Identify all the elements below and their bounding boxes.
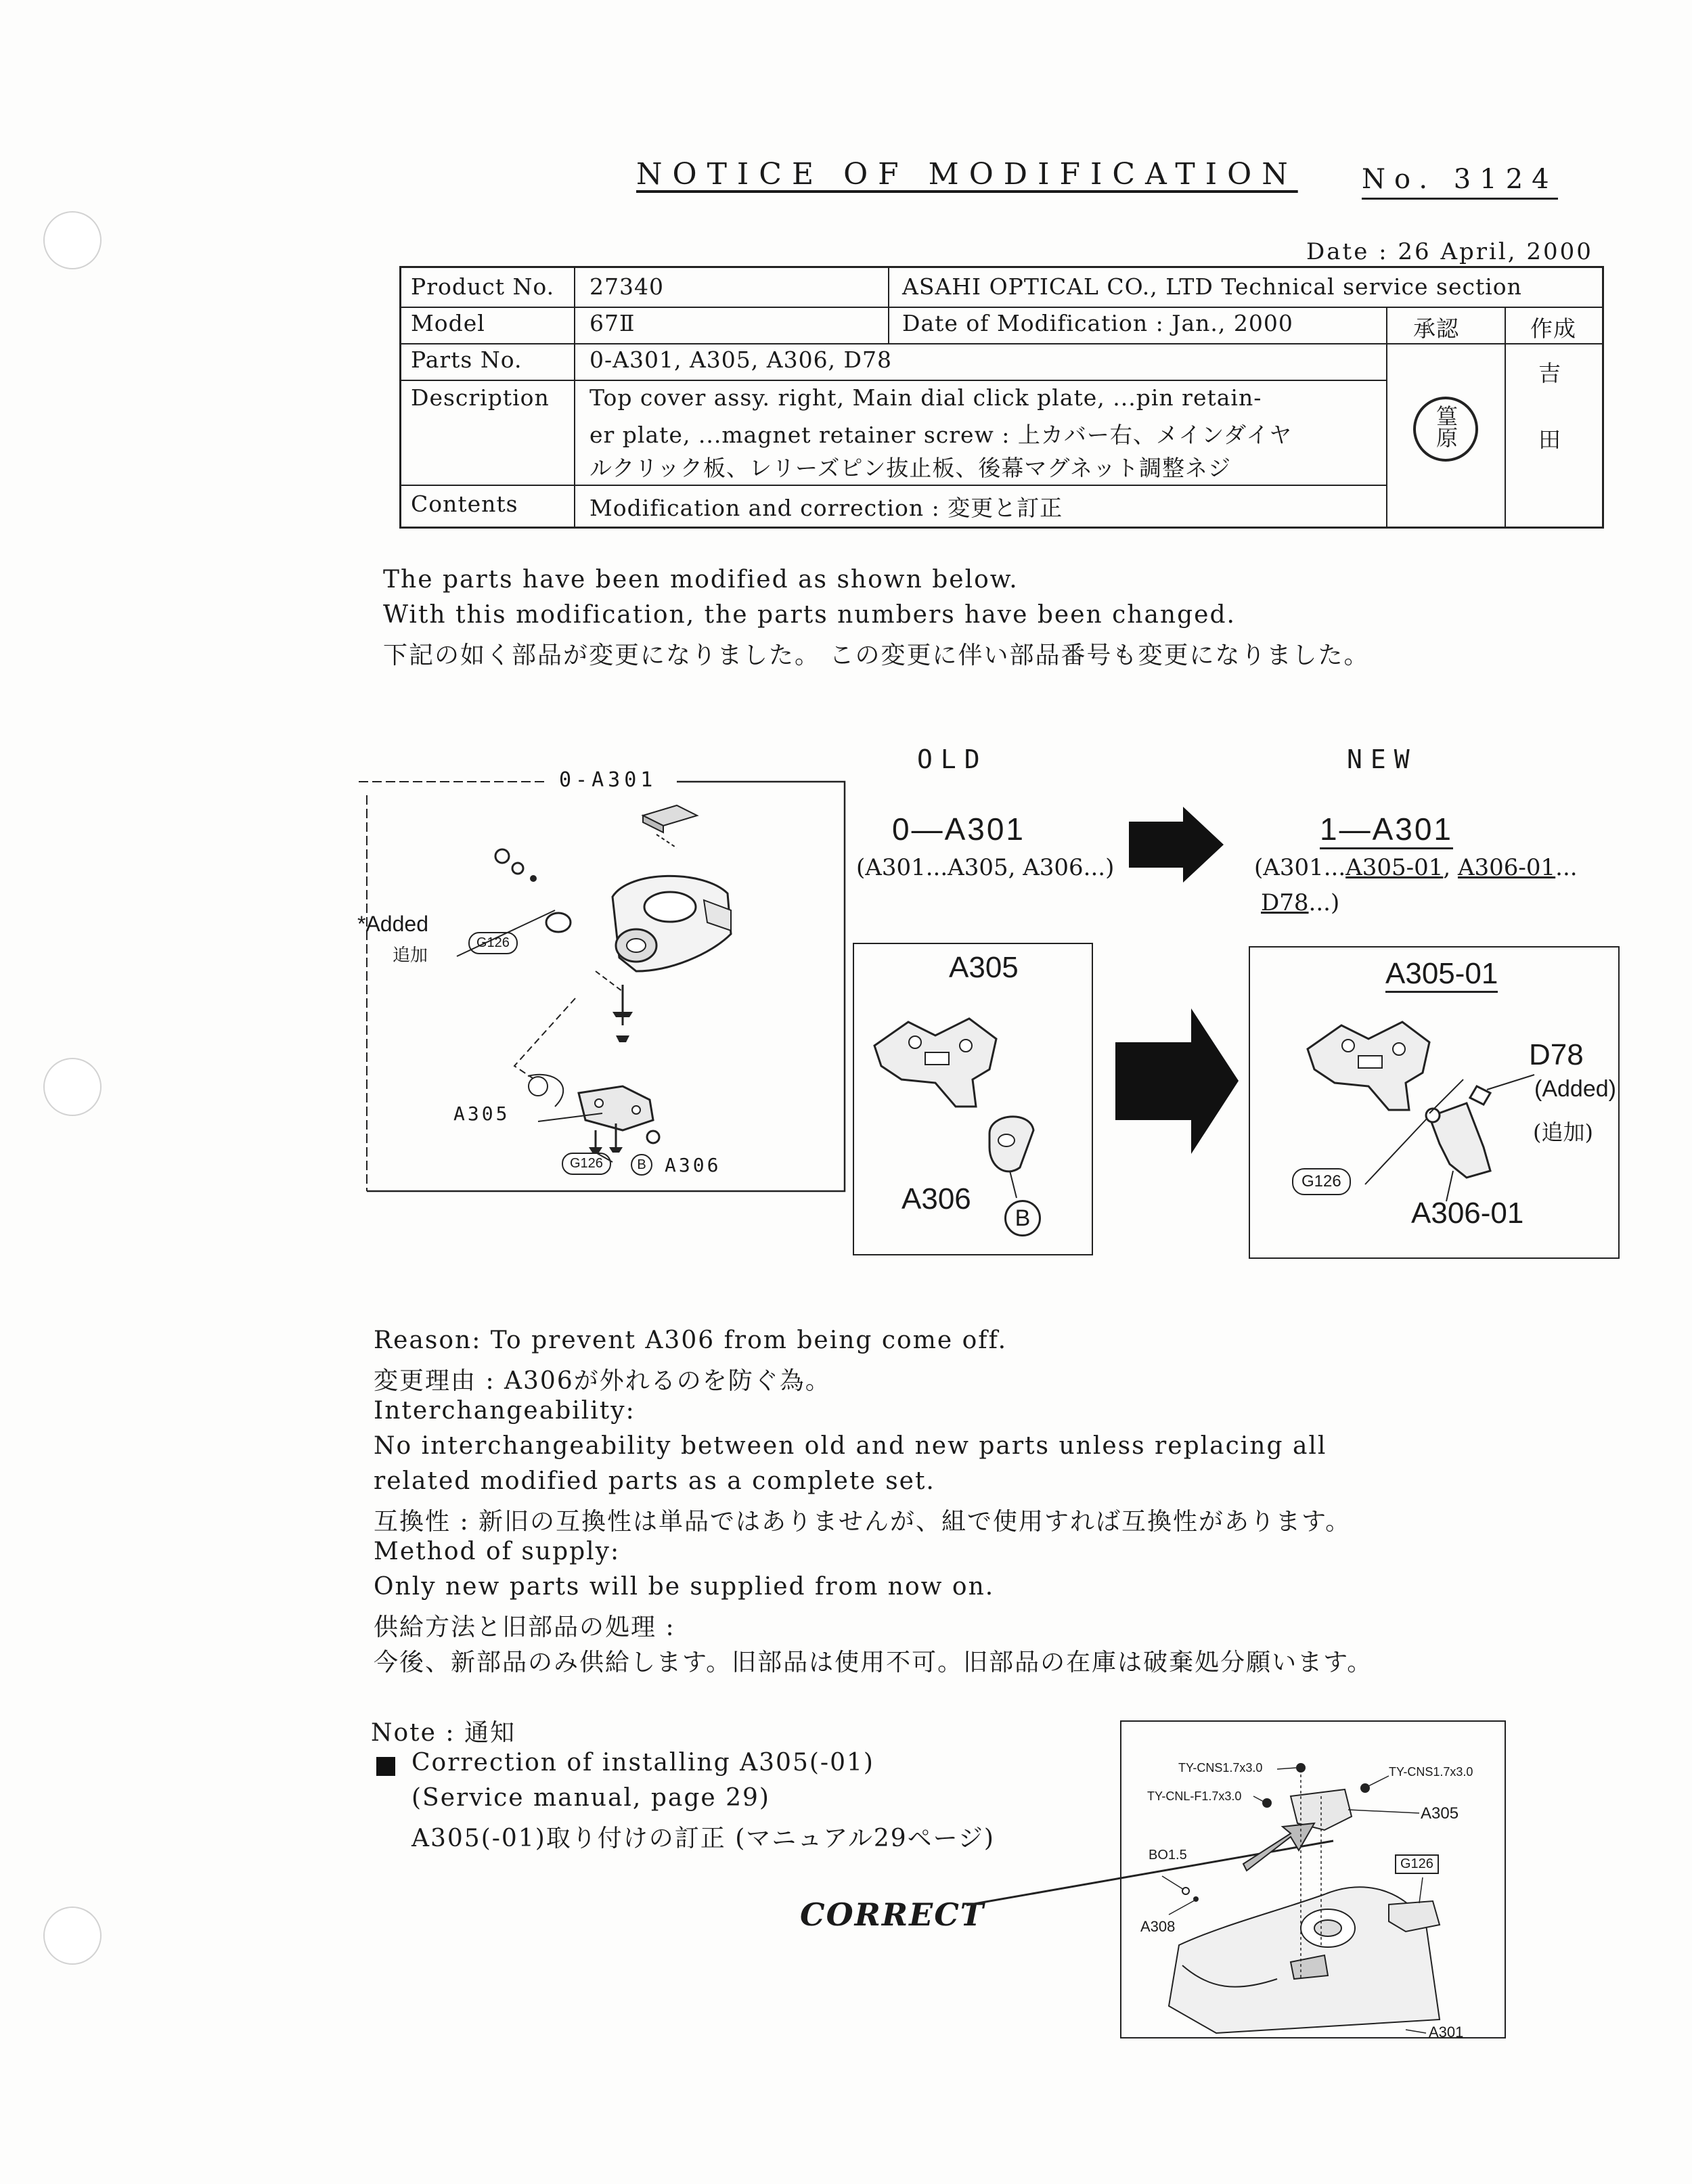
inset-a305-label: A305 (1421, 1804, 1459, 1823)
contents-label: Contents (411, 491, 518, 517)
product-no-label: Product No. (411, 273, 555, 300)
assembly-diagram (352, 768, 853, 1198)
approval-header: 承認 (1413, 315, 1459, 342)
interchange-line: No interchangeability between old and new parts unless replacing all (374, 1432, 1327, 1460)
new-part-box (1249, 946, 1620, 1259)
note-item: Correction of installing A305(-01) (411, 1749, 874, 1777)
interchange-heading: Interchangeability: (374, 1397, 636, 1425)
notice-title: NOTICE OF MODIFICATION (636, 157, 1298, 192)
new-a305-label: A305-01 (1385, 957, 1498, 993)
intro-line: With this modification, the parts numbers have been changed. (383, 601, 1236, 629)
model-value: 67Ⅱ (589, 310, 636, 336)
new-added-label: (Added) (1534, 1076, 1616, 1102)
b-marker: B (631, 1154, 652, 1176)
old-a306-label: A306 (901, 1182, 971, 1216)
supply-line: 今後、新部品のみ供給します。旧部品は使用不可。旧部品の在庫は破棄処分願います。 (374, 1649, 1373, 1676)
description-line: Top cover assy. right, Main dial click plate, ...pin retain- (589, 384, 1262, 411)
supply-heading: Method of supply: (374, 1538, 621, 1565)
service-manual-inset (1120, 1720, 1506, 2041)
inset-screw-label: TY-CNS1.7x3.0 (1178, 1761, 1263, 1775)
inset-bo-label: BO1.5 (1149, 1848, 1187, 1863)
creation-header: 作成 (1530, 315, 1576, 342)
interchange-line: related modified parts as a complete set. (374, 1467, 935, 1495)
old-part-sub: (A301...A305, A306...) (856, 854, 1115, 881)
parts-label: Parts No. (411, 347, 522, 373)
modification-date: Date of Modification : Jan., 2000 (902, 310, 1293, 336)
added-jp-label: 追加 (393, 945, 428, 965)
old-part-drawing (854, 944, 1094, 1257)
note-item-sub: (Service manual, page 29) (411, 1784, 770, 1812)
new-part-number: 1—A301 (1320, 811, 1453, 849)
arrow-right-icon (1129, 807, 1224, 883)
inset-g126-badge: G126 (1395, 1854, 1439, 1874)
binder-hole (43, 1907, 102, 1965)
new-g126-badge: G126 (1292, 1168, 1351, 1195)
new-part-sub-cont: D78...) (1261, 889, 1340, 916)
binder-hole (43, 1058, 102, 1116)
notice-date: Date : 26 April, 2000 (1306, 238, 1593, 265)
approval-stamp: 篁原 (1413, 397, 1478, 462)
description-line: er plate, ...magnet retainer screw : 上カバー右、メインダイヤ (589, 422, 1293, 448)
binder-hole (43, 211, 102, 269)
old-part-box (853, 943, 1093, 1255)
inset-screw-label: TY-CNL-F1.7x3.0 (1147, 1789, 1242, 1803)
company-name: ASAHI OPTICAL CO., LTD Technical service section (902, 273, 1522, 300)
new-heading: NEW (1347, 744, 1418, 774)
correct-label: CORRECT (800, 1896, 985, 1933)
a305-label: A305 (453, 1102, 510, 1125)
note-heading: Note : 通知 (371, 1719, 516, 1747)
supply-line: 供給方法と旧部品の処理 : (374, 1613, 675, 1641)
intro-line: 下記の如く部品が変更になりました。 この変更に伴い部品番号も変更になりました。 (383, 642, 1370, 669)
old-b-marker: B (1004, 1200, 1041, 1236)
creator-char: 吉 (1538, 360, 1561, 386)
new-part-sub: (A301...A305-01, A306-01... (1254, 854, 1578, 881)
interchange-line: 互換性 : 新旧の互換性は単品ではありませんが、組で使用すれば互換性があります。 (374, 1508, 1352, 1536)
assembly-drawing (352, 768, 853, 1198)
arrow-right-large-icon (1115, 1008, 1239, 1154)
notice-number: No. 3124 (1362, 164, 1558, 200)
old-part-number: 0—A301 (892, 811, 1026, 847)
inset-a301-label: A301 (1429, 2024, 1464, 2041)
description-line: ルクリック板、レリーズピン抜止板、後幕マグネット調整ネジ (589, 455, 1232, 481)
g126-badge: G126 (468, 932, 518, 954)
new-d78-label: D78 (1529, 1038, 1584, 1071)
old-heading: OLD (917, 744, 988, 774)
reason-line: 変更理由 : A306が外れるのを防ぐ為。 (374, 1367, 831, 1395)
supply-line: Only new parts will be supplied from now on. (374, 1573, 995, 1601)
new-a306-label: A306-01 (1411, 1197, 1524, 1230)
model-label: Model (411, 310, 485, 336)
inset-a308-label: A308 (1140, 1918, 1176, 1935)
bullet-square-icon (376, 1757, 395, 1776)
reason-line: Reason: To prevent A306 from being come off. (374, 1327, 1008, 1354)
product-no-value: 27340 (589, 273, 664, 300)
added-label: *Added (357, 912, 428, 936)
creator-char: 田 (1538, 426, 1561, 453)
parts-value: 0-A301, A305, A306, D78 (589, 347, 892, 373)
old-a305-label: A305 (949, 951, 1019, 984)
contents-value: Modification and correction : 変更と訂正 (589, 495, 1063, 521)
description-label: Description (411, 384, 550, 411)
product-info-table (399, 266, 1604, 529)
new-added-jp-label: (追加) (1533, 1119, 1593, 1145)
a306-label: A306 (665, 1154, 721, 1176)
intro-line: The parts have been modified as shown below. (383, 566, 1019, 594)
note-item-jp: A305(-01)取り付けの訂正 (マニュアル29ページ) (411, 1825, 995, 1852)
assembly-label: 0-A301 (555, 768, 661, 792)
g126-badge: G126 (562, 1153, 611, 1175)
inset-screw-label: TY-CNS1.7x3.0 (1389, 1765, 1473, 1779)
